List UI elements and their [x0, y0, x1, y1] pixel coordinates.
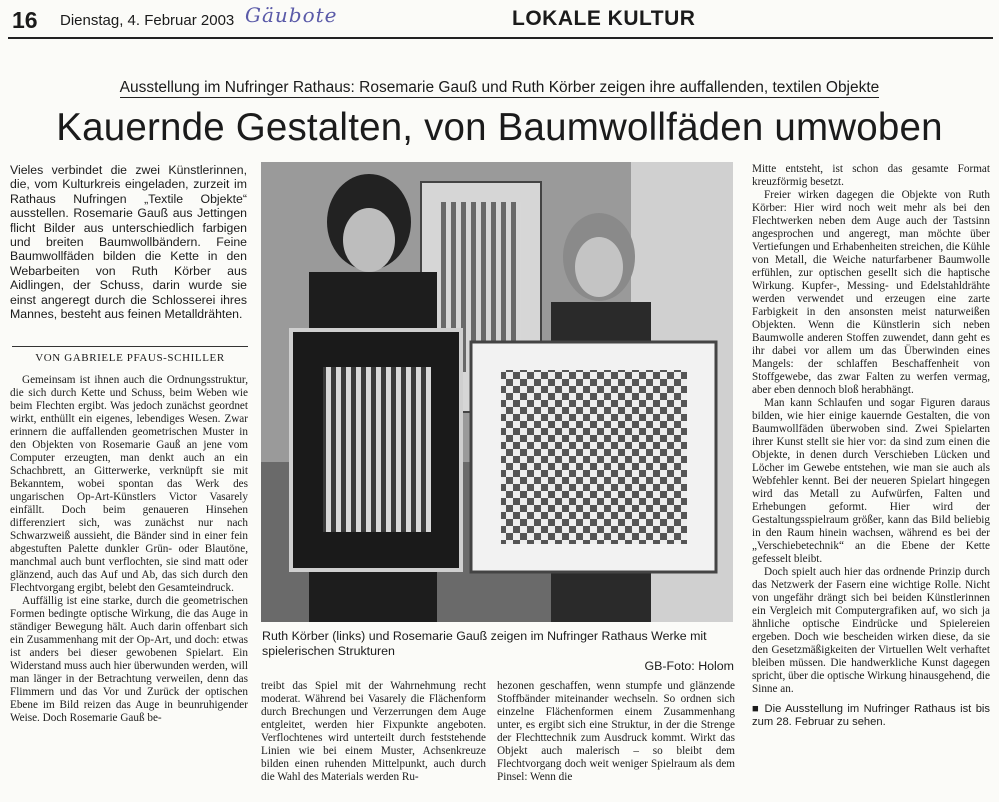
- photo-credit: GB-Foto: Holom: [644, 659, 734, 673]
- body-paragraph: Man kann Schlaufen und sogar Figuren daraus bilden, wie hier einige kauernde Gestalten, die von Baumwollfäden überwoben sind. Zwei Spielarten ihrer Kunst stellt sie hier vor: da sind zum einen die Objekte, in denen durch Verschieben Lücken und Löcher im Gewebe entstehen, wie man sie auch als Webfehler kennt. Bei der neueren Spielart hingegen wird das Metall zu Aufwürfen, Falten und Erhebungen geformt. Hier wird der Gestaltungsspielraum größer, kann das Bild beliebig in den Raum hinein wachsen, während es bei der „Verschiebetechnik“ an die Ebene der Kette gefesselt bleibt.: [752, 397, 990, 565]
- body-column-4: [752, 163, 990, 729]
- body-paragraph: Doch spielt auch hier das ordnende Prinzip durch das Netzwerk der Fasern eine wichtige Rolle. Nicht von ungefähr drängt sich bei beiden Künstlerinnen ein Vergleich mit Computergrafiken auf, wo sich ja ähnliche optische Eindrücke und Spielereien ergeben. Doch wie bescheiden wirken diese, da sie den Gesetzmäßigkeiten der Virtuellen Welt verhaftet bleiben müssen. Die handwerkliche Kunst dagegen spricht, über die optische Wirkung hinausgehend, die Sinne an.: [752, 566, 990, 695]
- article-photo: [261, 162, 733, 622]
- article-lead: Vieles verbindet die zwei Künstlerinnen, die, vom Kulturkreis eingeladen, zurzeit im Rathaus Nufringen „Textile Objekte“ ausstellen. Rosemarie Gauß aus Jettingen flicht Bilder aus unterschiedlich farbigen und breiten Baumwollbändern. Feine Baumwollfäden bilden die Kette in den Webarbeiten von Ruth Körber aus Aidlingen, der Schuss, darin wurde sie einst angeregt durch die Schlosserei ihres Mannes, besteht aus feinen Metalldrähten.: [10, 163, 247, 322]
- body-column-2: [261, 680, 486, 784]
- body-paragraph: Gemeinsam ist ihnen auch die Ordnungsstruktur, die sich durch Kette und Schuss, beim Weben wie beim Flechten ergibt. Was jedoch zunächst geordnet wirkt, enthüllt ein eigenes, lebendiges Wesen. Zwar erinnern die auffallenden geometrischen Muster in den Objekten von Rosemarie Gauß an jene vom Computer erzeugten, man denkt auch an ein Schachbrett, an Gitterwerke, verknüpft sie mit Bekanntem, wobei spontan das Werk des ungarischen Op-Art-Künstlers Victor Vasarely einfällt. Doch beim genaueren Hinsehen differenziert sich, was zunächst nur nach Schwarzweiß aussieht, die Bänder sind in einer fein abgestuften Palette dunkler Grün- oder Blautöne, manchmal auch bunt verflochten, sie sind matt oder glänzend, auch das Auf und Ab, das sich durch den Flechtvorgang ergibt, belebt den Gesamteindruck.: [10, 374, 248, 594]
- byline: VON GABRIELE PFAUS-SCHILLER: [12, 346, 248, 364]
- body-paragraph: Auffällig ist eine starke, durch die geometrischen Formen bedingte optische Wirkung, die das Auge in ständiger Bewegung hält. Auch darin offenbart sich ein Zusammenhang mit der Op-Art, und doch: etwas ist anders bei dieser gewobenen Spielart. Ein Widerstand muss auch hier überwunden werden, will man länger in der Betrachtung verweilen, denn das Flimmern und das Vor und Zurück der optischen Ebene im Bild reizen das Auge in beunruhigender Weise. Doch Rosemarie Gauß be-: [10, 595, 248, 724]
- body-paragraph: treibt das Spiel mit der Wahrnehmung recht moderat. Während bei Vasarely die Flächenform durch Brechungen und Verzerrungen dem Auge entgleitet, werden hier Fixpunkte angeboten. Verflochtenes wird unterteilt durch feststehende Linien wie bei einem Muster, Achsenkreuze bilden einen ruhenden Mittelpunkt, auch durch die Wahl des Materials werden Ru-: [261, 680, 486, 783]
- photo-caption: Ruth Körber (links) und Rosemarie Gauß zeigen im Nufringer Rathaus Werke mit spielerischen Strukturen GB-Foto: Holom: [262, 629, 734, 673]
- body-paragraph: Freier wirken dagegen die Objekte von Ruth Körber: Hier wird noch weit mehr als bei den Flechtwerken neben dem Auge auch der Tastsinn angesprochen und angeregt, man möchte über Vertiefungen und Erhabenheiten streichen, die Kühle von Metall, die Weiche naturfarbener Baumwolle erfühlen, zur optischen gesellt sich die haptische Wirkung. Kupfer-, Messing- und Edelstahldrähte werden verwendet und erzeugen eine zarte Farbigkeit in den ansonsten meist naturweißen Objekten. Wenn die Künstlerin sich neben Baumwolle anderen Stoffen zuwendet, dann geht es ihr dabei vor allem um das Überwinden eines Mangels: der schlaffen Beschaffenheit von Stoffgewebe, das zwar Falten zu werfen vermag, aber eben dennoch bloß herabhängt.: [752, 189, 990, 396]
- handwritten-source-note: Gäubote: [245, 3, 338, 27]
- article-kicker: Ausstellung im Nufringer Rathaus: Rosemarie Gauß und Ruth Körber zeigen ihre auffallenden, textilen Objekte: [119, 79, 880, 96]
- body-column-1: [10, 374, 248, 725]
- body-paragraph: hezonen geschaffen, wenn stumpfe und glänzende Stoffbänder miteinander wechseln. So ordnen sich einzelne Flächenformen einem Zusammenhang unter, es ergibt sich eine Struktur, in der die Strenge der Flechttechnik zum Ausdruck kommt. Wirkt das Objekt auch malerisch – so bleibt dem Flechtvorgang doch weit weniger Spielraum als dem Pinsel: Wenn die: [497, 680, 735, 783]
- section-title: LOKALE KULTUR: [512, 7, 696, 30]
- square-bullet-icon: ■: [752, 703, 765, 715]
- header-rule: [8, 37, 993, 39]
- body-paragraph: Mitte entsteht, ist schon das gesamte Format kreuzförmig besetzt.: [752, 163, 990, 188]
- page-number: 16: [12, 7, 38, 33]
- body-column-3: [497, 680, 735, 784]
- exhibition-note: ■ Die Ausstellung im Nufringer Rathaus ist bis zum 28. Februar zu sehen.: [752, 703, 990, 728]
- page-header: [0, 0, 999, 36]
- article-headline: Kauernde Gestalten, von Baumwollfäden umwoben: [56, 106, 943, 149]
- issue-date: Dienstag, 4. Februar 2003: [60, 12, 235, 29]
